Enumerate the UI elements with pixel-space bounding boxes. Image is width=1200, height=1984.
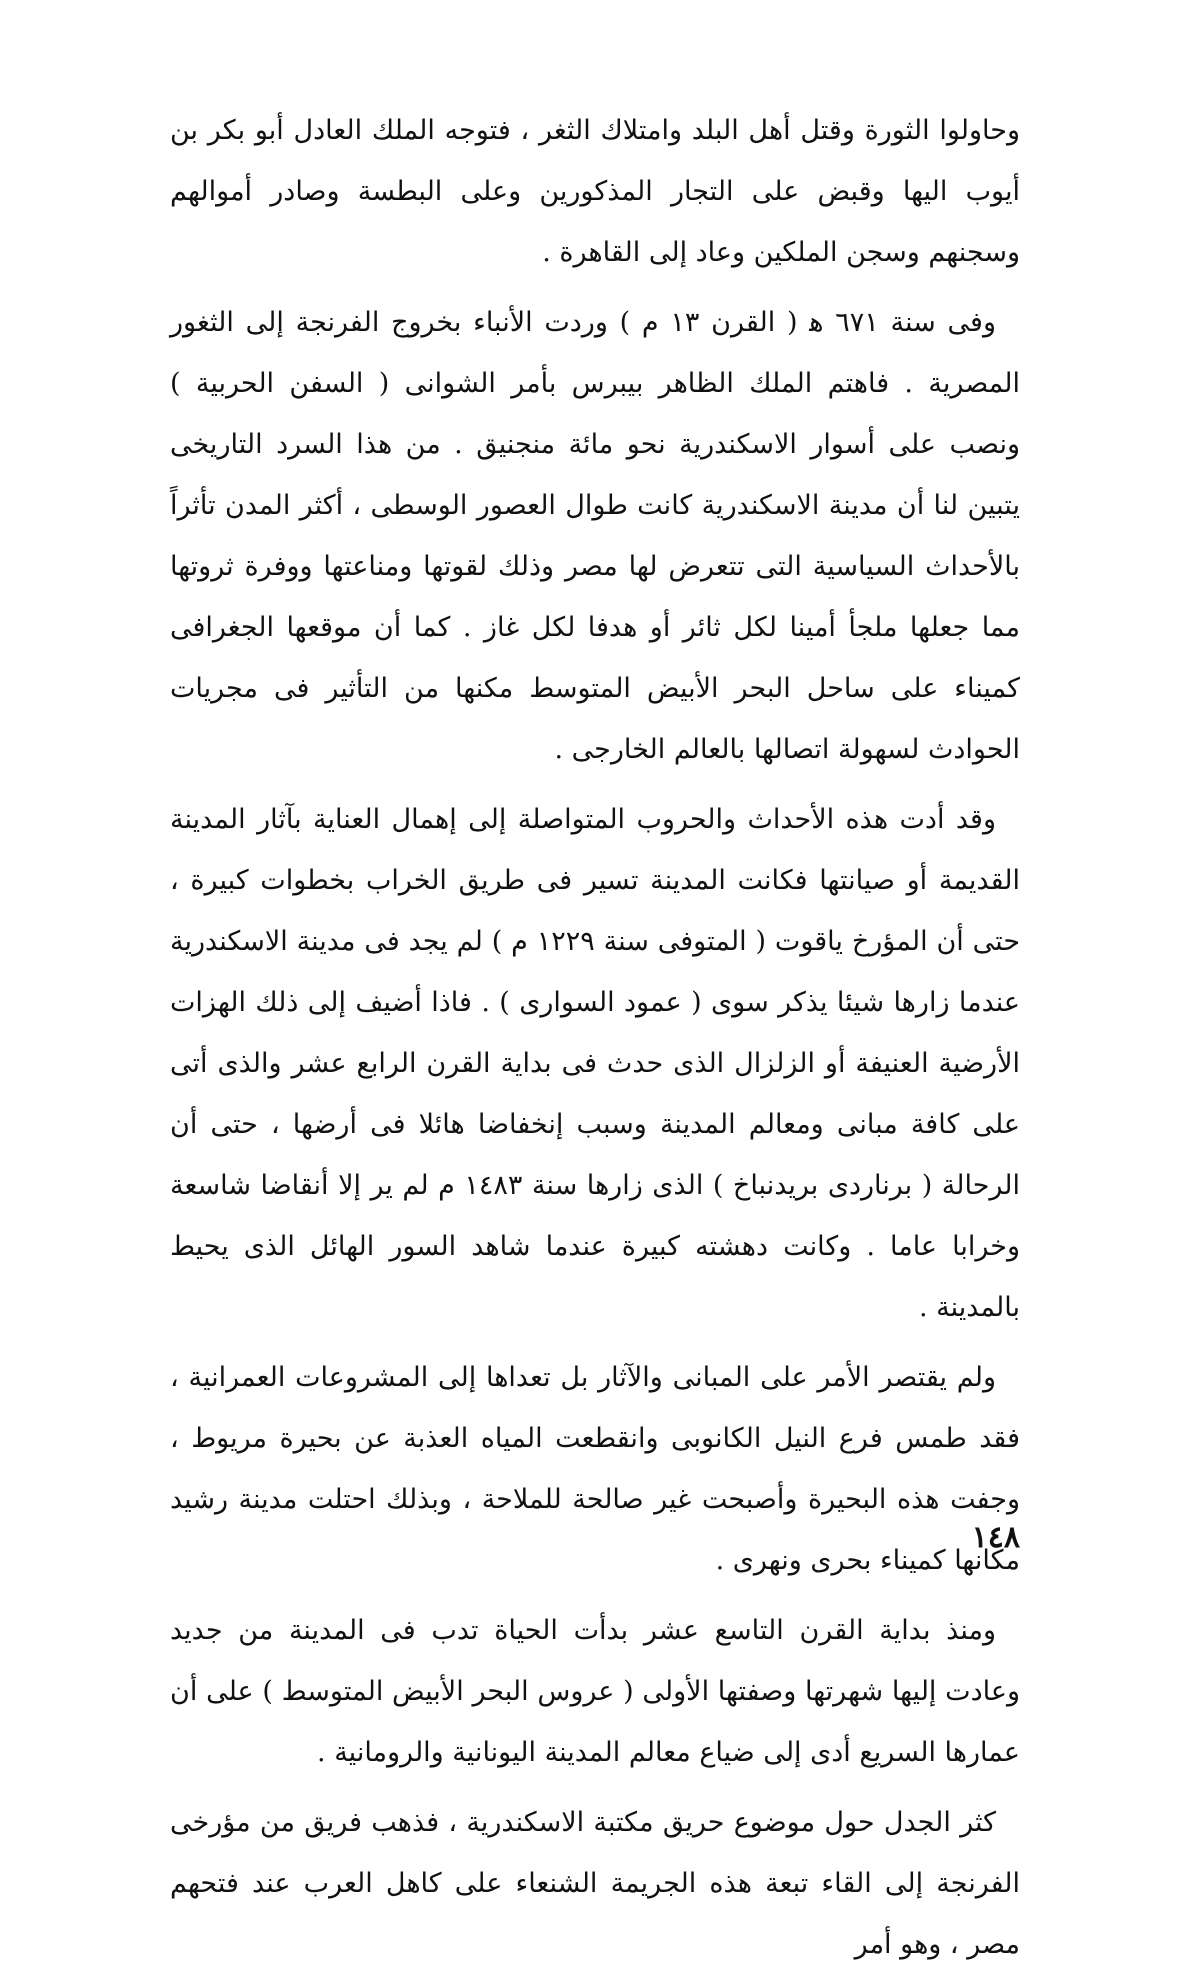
paragraph-4: ولم يقتصر الأمر على المبانى والآثار بل تعداها إلى المشروعات العمرانية ، فقد طمس فرع النيل الكانوبى وانقطعت المياه العذبة عن بحيرة مريوط ، وجفت هذه البحيرة وأصبحت غير صالحة للملاحة ، وبذلك احتلت مدينة رشيد مكانها كميناء بحرى ونهرى . [170, 1362, 1020, 1576]
page-number: ١٤٨ [971, 1520, 1020, 1555]
paragraph-6: كثر الجدل حول موضوع حريق مكتبة الاسكندرية ، فذهب فريق من مؤرخى الفرنجة إلى القاء تبعة هذه الجريمة الشنعاء على كاهل العرب عند فتحهم مصر ، وهو أمر [170, 1807, 1020, 1960]
paragraph-3: وقد أدت هذه الأحداث والحروب المتواصلة إلى إهمال العناية بآثار المدينة القديمة أو صيانتها فكانت المدينة تسير فى طريق الخراب بخطوات كبيرة ، حتى أن المؤرخ ياقوت ( المتوفى سنة ١٢٢٩ م ) لم يجد فى مدينة الاسكندرية عندما زارها شيئا يذكر سوى ( عمود السوارى ) . فاذا أضيف إلى ذلك الهزات الأرضية العنيفة أو الزلزال الذى حدث فى بداية القرن الرابع عشر والذى أتى على كافة مبانى ومعالم المدينة وسبب إنخفاضا هائلا فى أرضها ، حتى أن الرحالة ( برناردى بريدنباخ ) الذى زارها سنة ١٤٨٣ م لم ير إلا أنقاضا شاسعة وخرابا عاما . وكانت دهشته كبيرة عندما شاهد السور الهائل الذى يحيط بالمدينة . [170, 804, 1021, 1323]
paragraph-2: وفى سنة ٦٧١ ﻫ ( القرن ١٣ م ) وردت الأنباء بخروج الفرنجة إلى الثغور المصرية . فاهتم الملك الظاهر بيبرس بأمر الشوانى ( السفن الحربية ) ونصب على أسوار الاسكندرية نحو مائة منجنيق . من هذا السرد التاريخى يتبين لنا أن مدينة الاسكندرية كانت طوال العصور الوسطى ، أكثر المدن تأثراً بالأحداث السياسية التى تتعرض لها مصر وذلك لقوتها ومناعتها ووفرة ثروتها مما جعلها ملجأ أمينا لكل ثائر أو هدفا لكل غاز . كما أن موقعها الجغرافى كميناء على ساحل البحر الأبيض المتوسط مكنها من التأثير فى مجريات الحوادث لسهولة اتصالها بالعالم الخارجى . [170, 307, 1020, 765]
body-text [170, 100, 1020, 1984]
paragraph-5: ومنذ بداية القرن التاسع عشر بدأت الحياة تدب فى المدينة من جديد وعادت إليها شهرتها وصفتها الأولى ( عروس البحر الأبيض المتوسط ) على أن عمارها السريع أدى إلى ضياع معالم المدينة اليونانية والرومانية . [170, 1615, 1020, 1768]
paragraph-1: وحاولوا الثورة وقتل أهل البلد وامتلاك الثغر ، فتوجه الملك العادل أبو بكر بن أيوب اليها وقبض على التجار المذكورين وعلى البطسة وصادر أموالهم وسجنهم وسجن الملكين وعاد إلى القاهرة . [170, 115, 1020, 268]
